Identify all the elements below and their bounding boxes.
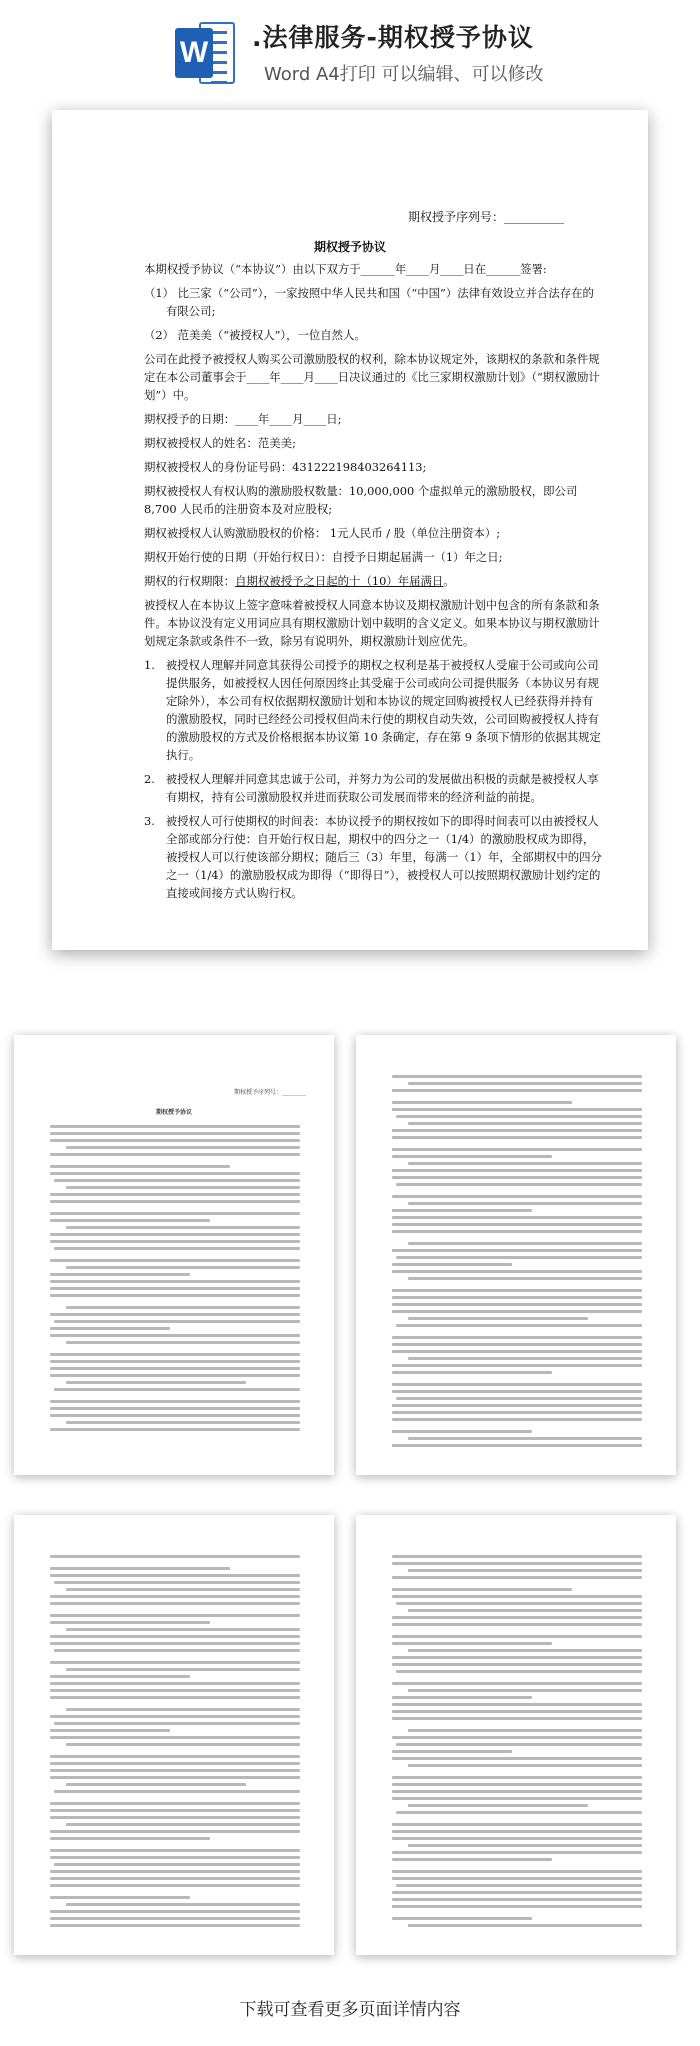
thumb-text-line [392,1371,552,1374]
thumb-text-line [392,1129,642,1132]
thumb-text-line [50,1555,300,1558]
grant-date: 期权授予的日期：____年____月____日; [144,412,342,426]
thumb-text-line [392,1350,642,1353]
thumb-text-line [396,1256,642,1259]
thumb-text-line [50,1769,300,1772]
thumb-text-line [50,1240,300,1243]
thumb-text-line [392,1249,642,1252]
thumb-text-line [50,1374,300,1377]
thumb-text-line [50,1736,300,1739]
thumb-text-line [50,1172,300,1175]
thumb-text-line [392,1303,642,1306]
thumb-text-line [396,1884,642,1887]
share-quantity: 期权被授权人有权认购的激励股权数量：10,000,000 个虚拟单元的激励股权，即公司 8,700 人民币的注册资本及对应股权; [144,484,578,516]
thumb-text-line [50,1661,300,1664]
thumb-text-line [66,1743,300,1746]
thumb-grant-no: 期权授予序列号：________ [233,1089,306,1096]
thumb-title: 期权授予协议 [155,1109,192,1116]
thumb-text-line [50,1621,210,1624]
thumb-text-line [396,1183,642,1186]
thumb-text-line [66,1708,300,1711]
thumb-text-line [392,1790,642,1793]
thumb-text-line [54,1790,300,1793]
thumb-text-line [396,1811,642,1814]
thumb-text-line [392,1216,642,1219]
thumb-text-line [392,1870,642,1873]
thumb-text-line [392,1642,552,1645]
thumb-text-line [50,1602,300,1605]
agreement-body [144,260,604,908]
thumb-text-line [392,1390,642,1393]
grantee-name: 期权被授权人的姓名：范美美; [144,436,296,450]
paragraph-consent: 被授权人在本协议上签字意味着被授权人同意本协议及期权激励计划中包含的所有条款和条件。本协议没有定义用词应具有期权激励计划中载明的含义定义。如果本协议与期权激励计划规定条款或条件不一致，除另有说明外，期权激励计划应优先。 [144,598,600,648]
thumb-text-line [50,1360,300,1363]
thumb-text-line [408,1437,642,1440]
thumb-text-line [408,1202,642,1205]
exercise-term-end: 。 [443,574,455,588]
thumb-text-line [392,1877,642,1880]
thumb-text-line [392,1089,642,1092]
thumb-text-line [50,1139,300,1142]
thumb-text-line [392,1588,572,1591]
thumb-text-line [50,1849,300,1852]
thumb-text-line [50,1567,230,1570]
thumb-text-line [408,1804,588,1807]
thumb-text-line [50,1682,300,1685]
thumb-text-line [392,1404,642,1407]
thumb-text-line [50,1428,300,1431]
thumb-text-line [392,1444,642,1447]
thumb-text-line [66,1146,300,1149]
thumb-text-line [50,1414,300,1417]
thumb-text-line [50,1675,190,1678]
word-icon [175,22,235,84]
thumb-text-line [50,1334,300,1337]
thumb-text-line [392,1411,642,1414]
thumb-text-line [50,1729,170,1732]
thumb-text-line [392,1263,512,1266]
thumb-text-line [50,1809,300,1812]
agreement-title: 期权授予协议 [313,240,386,254]
thumb-text-line [54,1581,300,1584]
thumb-text-line [392,1851,642,1854]
thumb-text-line [392,1750,512,1753]
thumb-text-line [392,1837,642,1840]
thumb-text-line [392,1270,642,1273]
thumb-text-line [392,1682,642,1685]
thumb-text-line [50,1233,300,1236]
thumb-text-line [66,1306,300,1309]
thumb-text-line [392,1108,642,1111]
thumb-text-line [50,1287,300,1290]
thumb-text-line [50,1273,190,1276]
thumb-text-line [50,1896,190,1899]
thumb-text-line [392,1576,642,1579]
thumb-text-line [392,1336,642,1339]
thumb-text-line [54,1722,300,1725]
thumb-text-line [50,1327,170,1330]
party-1: （1） 比三家（“公司”），一家按照中华人民共和国（“中国”）法律有效设立并合法存在的有限公司; [144,286,594,318]
clause-number: 3. [144,814,155,828]
thumb-text-line [392,1823,642,1826]
thumb-text-line [392,1616,642,1619]
clause-text: 被授权人可行使期权的时间表：本协议授予的期权按如下的即得时间表可以由被授权人全部或部分行使：自开始行权日起，期权中的四分之一（1/4）的激励股权成为即得，被授权人可以行使该部分期权；随后三（3）年里，每满一（1）年，全部期权中的四分之一（1/4）的激励股权成为即得（“即得日”），被授权人可以按照期权激励计划约定的直接或间接方式认购行权。 [165,814,602,900]
thumb-text-line [392,1169,642,1172]
thumb-text-line [392,1736,642,1739]
thumb-text-line [392,1757,642,1760]
thumb-text-line [392,1223,642,1226]
exercise-start-date: 期权开始行使的日期（开始行权日）：自授予日期起届满一（1）年之日; [144,550,503,564]
thumb-text-line [392,1891,642,1894]
thumb-text-line [50,1755,300,1758]
thumb-text-line [408,1357,642,1360]
thumb-text-line [408,1924,642,1927]
thumb-text-line [50,1212,300,1215]
thumb-text-line [408,1082,642,1085]
subscription-price: 期权被授权人认购激励股权的价格： 1元人民币 / 股（单位注册资本）; [144,526,501,540]
clause-3 [144,812,604,902]
thumb-text-line [50,1696,300,1699]
thumb-text-line [392,1383,642,1386]
thumb-text-line [50,1877,300,1880]
thumb-text-line [50,1870,300,1873]
thumb-text-line [50,1910,300,1913]
thumb-text-line [50,1837,210,1840]
thumb-text-line [66,1903,300,1906]
thumb-text-line [50,1200,300,1203]
thumb-text-line [392,1595,642,1598]
exercise-term-value: 自期权被授予之日起的十（10）年届满日 [235,574,444,588]
thumb-text-line [392,1101,572,1104]
thumb-text-line [408,1317,588,1320]
thumb-text-line [392,1635,642,1638]
thumb-text-line [50,1816,300,1819]
intro-paragraph: 本期权授予协议（“本协议”）由以下双方于______年____月____日在______签署: [144,262,547,276]
thumb-text-line [408,1764,642,1767]
thumb-text-line [50,1132,300,1135]
thumb-text-line [396,1670,642,1673]
thumb-text-line [50,1353,300,1356]
thumb-text-line [54,1247,300,1250]
thumb-text-line [392,1195,642,1198]
clause-1 [144,656,604,764]
thumb-text-line [50,1193,300,1196]
thumb-text-line [50,1715,300,1718]
thumb-text-line [392,1858,552,1861]
thumb-text-line [392,1703,642,1706]
thumb-text-line [50,1856,300,1859]
thumb-text-line [392,1289,642,1292]
thumb-text-line [392,1176,642,1179]
clause-number: 1. [144,658,155,672]
thumb-text-line [408,1729,642,1732]
footer-download-hint: 下载可查看更多页面详情内容 [239,2000,461,2020]
thumb-text-line [392,1562,642,1565]
thumb-text-line [66,1266,300,1269]
thumb-text-line [392,1717,642,1720]
thumb-text-line [50,1595,300,1598]
thumb-text-line [66,1341,300,1344]
thumb-text-line [392,1296,642,1299]
thumb-text-line [392,1075,642,1078]
thumb-text-line [392,1830,642,1833]
header [0,0,700,95]
thumb-text-line [396,1324,642,1327]
clause-text: 被授权人理解并同意其获得公司授予的期权之权利是基于被授权人受雇于公司或向公司提供服务，如被授权人因任何原因终止其受雇于公司或向公司提供服务（本协议另有规定除外），本公司有权依据期权激励计划和本协议的规定回购被授权人已经获得并持有的激励股权，同时已经经公司授权但尚未行使的期权自动失效，公司回购被授权人持有的激励股权的方式及价格根据本协议第 10 条确定，存在第 9 条项下情形的依据其规定执行。 [165,658,601,762]
thumb-text-line [50,1635,300,1638]
thumb-text-line [66,1783,246,1786]
thumb-text-line [396,1602,642,1605]
thumb-text-line [392,1430,532,1433]
thumb-text-line [408,1844,642,1847]
thumb-text-line [392,1623,642,1626]
thumb-text-line [50,1802,300,1805]
thumb-text-line [396,1115,642,1118]
thumb-text-line [408,1689,642,1692]
thumb-text-line [50,1280,300,1283]
exercise-term-label: 期权的行权期限： [144,574,236,588]
thumb-text-line [396,1397,642,1400]
document-page-preview [52,110,648,950]
thumb-text-line [408,1649,642,1652]
thumb-text-line [392,1797,642,1800]
thumb-text-line [392,1905,642,1908]
thumb-text-line [408,1242,642,1245]
thumb-text-line [50,1165,230,1168]
thumb-text-line [392,1898,642,1901]
page-subtitle: Word A4打印 可以编辑、可以修改 [264,64,544,85]
page-thumbnail-4[interactable] [356,1515,676,1955]
thumb-text-line [54,1863,300,1866]
thumb-text-line [50,1219,210,1222]
thumb-text-line [50,1917,300,1920]
thumb-text-line [50,1125,300,1128]
thumb-text-line [66,1381,246,1384]
thumb-text-line [50,1400,300,1403]
thumb-text-line [392,1148,642,1151]
thumb-text-line [50,1830,300,1833]
thumb-text-line [50,1294,300,1297]
thumb-text-line [50,1407,300,1410]
thumb-text-line [392,1209,532,1212]
thumb-text-line [50,1259,300,1262]
thumb-text-line [392,1696,532,1699]
thumb-text-line [408,1122,642,1125]
thumb-text-line [392,1917,532,1920]
word-w-badge: W [175,28,213,78]
thumb-text-line [392,1364,642,1367]
thumb-text-line [66,1186,300,1189]
thumb-text-line [408,1162,642,1165]
thumb-text-line [50,1642,300,1645]
thumb-text-line [408,1277,642,1280]
clause-number: 2. [144,772,155,786]
thumb-text-line [408,1609,642,1612]
thumb-text-line [54,1388,300,1391]
grant-serial-number: 期权授予序列号：__________ [407,210,564,224]
thumb-text-line [50,1574,300,1577]
thumb-text-line [50,1689,300,1692]
thumb-text-line [50,1884,300,1887]
page-thumbnail-3[interactable] [14,1515,334,1955]
page-thumbnail-2[interactable] [356,1035,676,1475]
grantee-id-number: 期权被授权人的身份证号码：431222198403264113; [144,460,427,474]
thumb-text-line [392,1230,642,1233]
page-title: .法律服务-期权授予协议 [252,23,534,52]
thumb-text-line [50,1313,300,1316]
thumb-text-line [50,1153,300,1156]
clause-text: 被授权人理解并同意其忠诚于公司，并努力为公司的发展做出积极的贡献是被授权人享有期权，持有公司激励股权并进而获取公司发展而带来的经济利益的前提。 [165,772,599,804]
thumb-text-line [66,1628,300,1631]
thumb-text-line [392,1663,642,1666]
thumb-text-line [54,1320,300,1323]
thumb-text-line [50,1924,300,1927]
party-2: （2） 范美美（“被授权人”），一位自然人。 [144,328,366,342]
thumb-text-line [66,1588,300,1591]
thumb-text-line [66,1421,300,1424]
thumb-text-line [50,1776,300,1779]
thumb-text-line [392,1343,642,1346]
thumb-text-line [392,1155,552,1158]
thumb-text-line [392,1555,642,1558]
thumb-text-line [54,1649,300,1652]
thumb-text-line [392,1776,642,1779]
page-thumbnail-1[interactable] [14,1035,334,1475]
thumb-text-line [66,1823,300,1826]
thumb-text-line [392,1310,642,1313]
thumb-text-line [66,1226,300,1229]
thumb-text-line [396,1743,642,1746]
thumb-text-line [392,1656,642,1659]
thumb-text-line [408,1569,642,1572]
thumb-text-line [54,1179,300,1182]
thumb-text-line [392,1418,642,1421]
thumb-text-line [66,1668,300,1671]
thumb-text-line [50,1614,300,1617]
paragraph-incentive-plan: 公司在此授予被授权人购买公司激励股权的权利，除本协议规定外，该期权的条款和条件规定在本公司董事会于____年____月____日决议通过的《比三家期权激励计划》（“期权激励计划”）中。 [144,352,600,402]
thumb-text-line [392,1710,642,1713]
thumb-text-line [392,1783,642,1786]
thumb-text-line [50,1367,300,1370]
exercise-term [144,572,604,590]
thumb-text-line [392,1136,642,1139]
thumb-text-line [50,1762,300,1765]
clause-2 [144,770,604,806]
